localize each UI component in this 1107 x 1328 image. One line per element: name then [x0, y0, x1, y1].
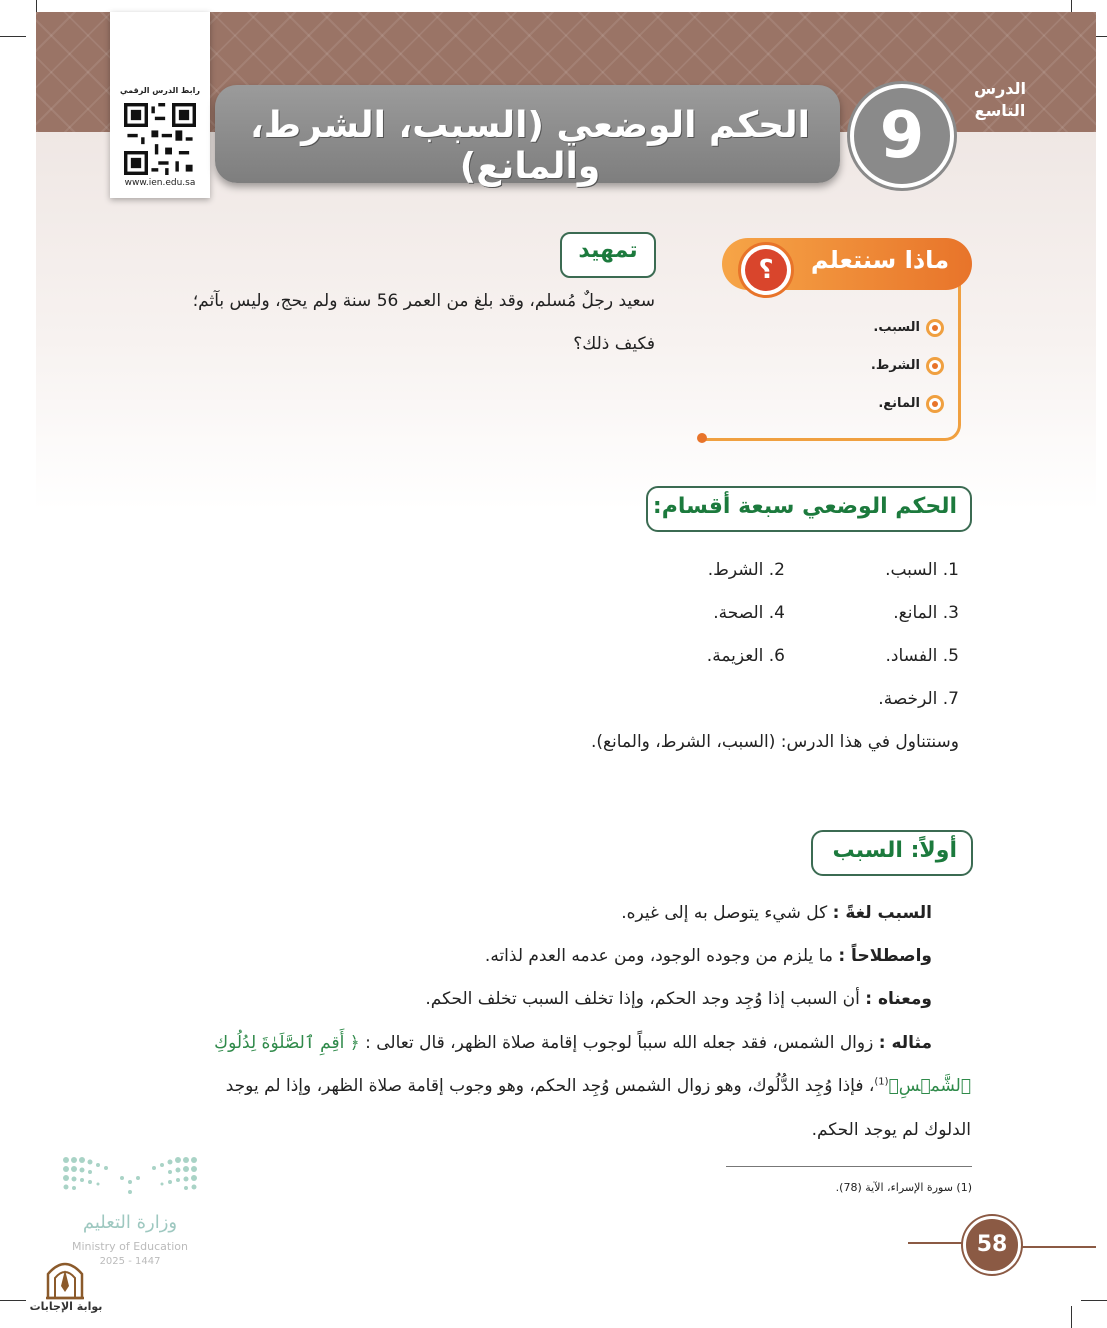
- footnote-divider: [726, 1166, 972, 1167]
- page-number-line: [908, 1242, 963, 1244]
- learn-bracket-dot: [697, 433, 707, 443]
- question-mark-icon: ؟: [745, 249, 787, 291]
- footnote: (1) سورة الإسراء، الآية (78).: [835, 1181, 972, 1194]
- crop-mark: [1081, 1300, 1107, 1301]
- intro-line-2: فكيف ذلك؟: [573, 334, 655, 354]
- crop-mark: [0, 1300, 26, 1301]
- portal-watermark: بوابة الإجابات: [29, 1300, 103, 1313]
- ministry-name-ar: وزارة التعليم: [82, 1212, 178, 1233]
- ministry-year: 2025 - 1447: [99, 1256, 161, 1267]
- divisions-title: الحكم الوضعي سبعة أقسام:: [652, 494, 957, 519]
- learn-item: السبب.: [873, 320, 920, 335]
- division-item: 2. الشرط.: [707, 560, 785, 580]
- bullet-icon: [926, 395, 944, 413]
- intro-line-1: سعيد رجلٌ مُسلم، وقد بلغ من العمر 56 سنة ولم يحج، وليس بآثم؛: [192, 291, 655, 311]
- qr-code-icon[interactable]: [124, 103, 196, 175]
- lesson-label: [960, 78, 1040, 122]
- cause-example-line3: الدلوك لم يوجد الحكم.: [811, 1120, 971, 1140]
- cause-language-def: السبب لغةً : كل شيء يتوصل به إلى غيره.: [621, 903, 932, 923]
- page-number: 58: [976, 1232, 1008, 1257]
- bullet-icon: [926, 357, 944, 375]
- intro-title: تمهيد: [578, 238, 638, 263]
- division-item: 1. السبب.: [885, 560, 959, 580]
- footnote-ref: (1): [874, 1076, 889, 1088]
- quran-verse: ٱلشَّمۡسِ﴾: [888, 1076, 971, 1096]
- portal-logo-icon: [44, 1256, 86, 1300]
- ministry-name-en: Ministry of Education: [71, 1240, 188, 1253]
- section-cause-title: أولاً: السبب: [832, 838, 957, 863]
- cause-term-def: واصطلاحاً : ما يلزم من وجوده الوجود، ومن عدمه العدم لذاته.: [484, 946, 932, 966]
- cause-example-line2: ٱلشَّمۡسِ﴾$^{(1)}$، فإذا وُجِد الدُّلُوك، وهو زوال الشمس وُجِد الحكم، وهو وجوب إقامة صلاة الظهر، وإذا لم يوجد: [225, 1076, 971, 1096]
- divisions-summary: وسنتناول في هذا الدرس: (السبب، الشرط، والمانع).: [590, 732, 959, 752]
- quran-verse: ﴿ أَقِمِ ٱلصَّلَوٰةَ لِدُلُوكِ: [214, 1033, 360, 1053]
- page-number-line: [1021, 1246, 1096, 1248]
- bullet-icon: [926, 319, 944, 337]
- lesson-number: 9: [879, 99, 925, 173]
- learn-item: الشرط.: [870, 358, 920, 373]
- lesson-label-line2: التاسع: [974, 101, 1026, 120]
- division-item: 4. الصحة.: [713, 603, 785, 623]
- qr-label: رابط الدرس الرقمي: [120, 86, 200, 95]
- division-item: 5. الفساد.: [885, 646, 959, 666]
- division-item: 6. العزيمة.: [706, 646, 785, 666]
- crop-mark: [0, 36, 26, 37]
- learn-title: ماذا سنتعلم: [810, 246, 950, 274]
- learn-item: المانع.: [878, 396, 920, 411]
- crop-mark: [1071, 1306, 1072, 1328]
- division-item: 3. المانع.: [893, 603, 959, 623]
- cause-meaning: ومعناه : أن السبب إذا وُجِد وجد الحكم، وإذا تخلف السبب تخلف الحكم.: [425, 989, 932, 1009]
- lesson-label-line1: الدرس: [973, 79, 1027, 98]
- qr-url[interactable]: www.ien.edu.sa: [124, 178, 196, 188]
- lesson-title: الحكم الوضعي (السبب، الشرط، والمانع): [250, 105, 810, 187]
- cause-example: مثاله : زوال الشمس، فقد جعله الله سبباً لوجوب إقامة صلاة الظهر، قال تعالى : ﴿ أَقِمِ ٱلصَّلَوٰةَ لِدُلُوكِ: [214, 1033, 932, 1053]
- division-item: 7. الرخصة.: [878, 689, 959, 709]
- ministry-logo-icon: [60, 1152, 200, 1200]
